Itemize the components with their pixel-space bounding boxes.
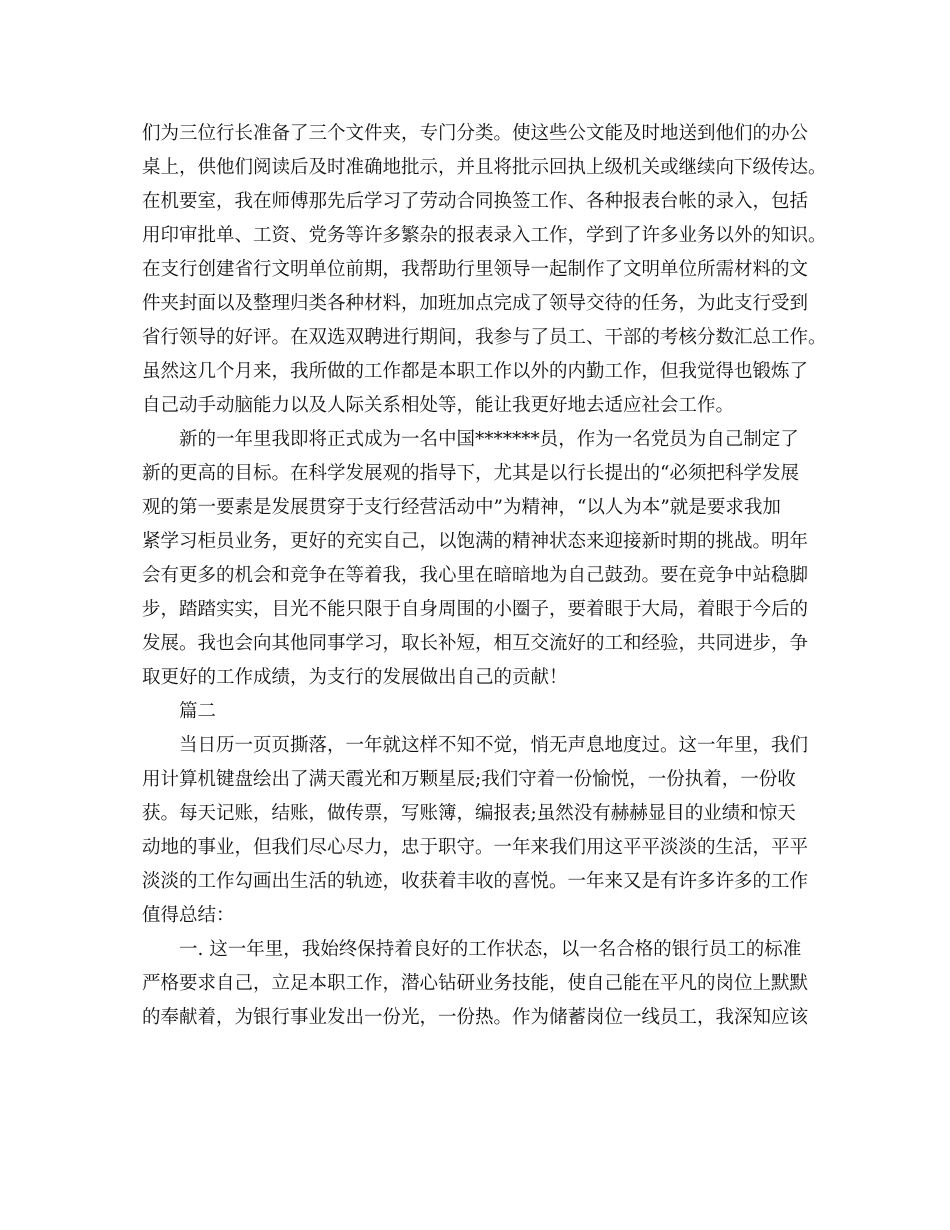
text-line: 自己动手动脑能力以及人际关系相处等，能让我更好地去适应社会工作。 — [142, 395, 735, 416]
paragraph-2 — [142, 423, 822, 695]
text-line: 用印审批单、工资、党务等许多繁杂的报表录入工作，学到了许多业务以外的知识。 — [142, 225, 827, 246]
text-line: 取更好的工作成绩，为支行的发展做出自己的贡献！ — [142, 667, 568, 688]
text-line: 用计算机键盘绘出了满天霞光和万颗星辰;我们守着一份愉悦，一份执着，一份收 — [142, 769, 796, 790]
text-line: 桌上，供他们阅读后及时准确地批示，并且将批示回执上级机关或继续向下级传达。 — [142, 157, 827, 178]
text-line: 的奉献着，为银行事业发出一份光，一份热。作为储蓄岗位一线员工，我深知应该 — [142, 1007, 809, 1028]
text-line: 发展。我也会向其他同事学习，取长补短，相互交流好的工和经验，共同进步，争 — [142, 633, 809, 654]
paragraph-4 — [142, 933, 822, 1035]
text-line: 一. 这一年里，我始终保持着良好的工作状态，以一名合格的银行员工的标准 — [179, 939, 802, 960]
text-line: 新的一年里我即将正式成为一名中国*******员，作为一名党员为自己制定了 — [179, 429, 799, 450]
text-line: 严格要求自己，立足本职工作，潜心钻研业务技能，使自己能在平凡的岗位上默默 — [142, 973, 809, 994]
text-line: 虽然这几个月来，我所做的工作都是本职工作以外的内勤工作，但我觉得也锻炼了 — [142, 361, 809, 382]
text-line: 们为三位行长准备了三个文件夹，专门分类。使这些公文能及时地送到他们的办公 — [142, 123, 809, 144]
text-line: 在支行创建省行文明单位前期，我帮助行里领导一起制作了文明单位所需材料的文 — [142, 259, 809, 280]
text-line: 动地的事业，但我们尽心尽力，忠于职守。一年来我们用这平平淡淡的生活，平平 — [142, 837, 809, 858]
text-line: 新的更高的目标。在科学发展观的指导下，尤其是以行长提出的“必须把科学发展 — [142, 463, 799, 484]
text-line: 步，踏踏实实，目光不能只限于自身周围的小圈子，要着眼于大局，着眼于今后的 — [142, 599, 809, 620]
document-body — [142, 117, 827, 1035]
text-line: 件夹封面以及整理归类各种材料，加班加点完成了领导交待的任务，为此支行受到 — [142, 293, 809, 314]
text-line: 获。每天记账，结账，做传票，写账簿，编报表;虽然没有赫赫显目的业绩和惊天 — [142, 803, 796, 824]
section-title: 篇二 — [179, 701, 217, 722]
text-line: 紧学习柜员业务，更好的充实自己，以饱满的精神状态来迎接新时期的挑战。明年 — [142, 531, 809, 552]
text-line: 淡淡的工作勾画出生活的轨迹，收获着丰收的喜悦。一年来又是有许多许多的工作 — [142, 871, 809, 892]
paragraph-1 — [142, 117, 827, 423]
section-heading — [142, 695, 822, 729]
text-line: 在机要室，我在师傅那先后学习了劳动合同换签工作、各种报表台帐的录入，包括 — [142, 191, 809, 212]
text-line: 省行领导的好评。在双选双聘进行期间，我参与了员工、干部的考核分数汇总工作。 — [142, 327, 827, 348]
paragraph-3 — [142, 729, 822, 933]
text-line: 当日历一页页撕落，一年就这样不知不觉，悄无声息地度过。这一年里，我们 — [179, 735, 809, 756]
text-line: 观的第一要素是发展贯穿于支行经营活动中”为精神，“以人为本”就是要求我加 — [142, 497, 781, 518]
text-line: 值得总结： — [142, 905, 235, 926]
text-line: 会有更多的机会和竞争在等着我，我心里在暗暗地为自己鼓劲。要在竞争中站稳脚 — [142, 565, 809, 586]
